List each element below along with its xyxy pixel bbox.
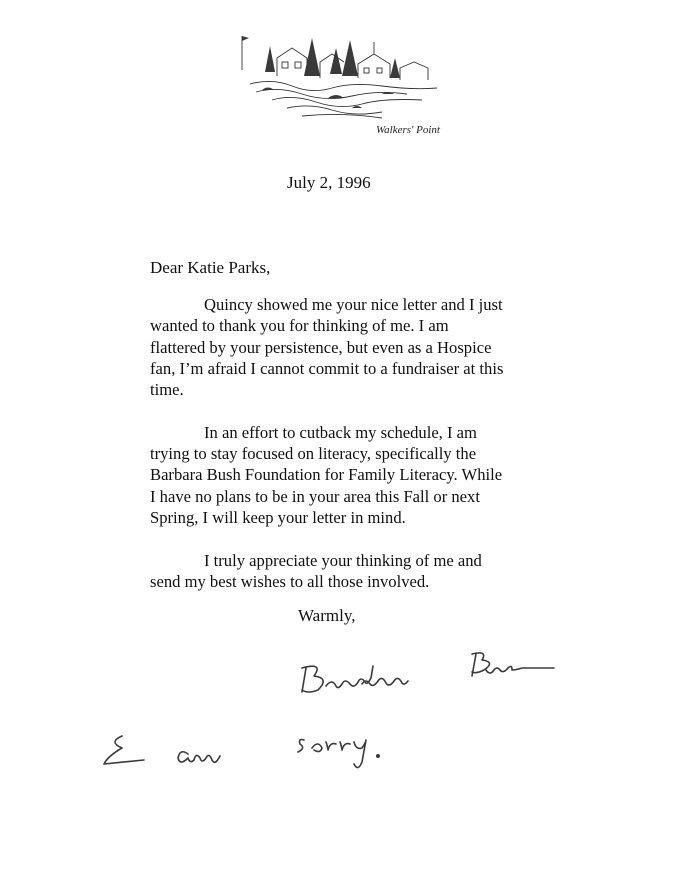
salutation: Dear Katie Parks, bbox=[150, 258, 271, 277]
letterhead-caption: Walkers' Point bbox=[376, 124, 440, 136]
handwritten-signature bbox=[290, 640, 570, 700]
letterhead bbox=[232, 28, 448, 146]
body-paragraph: In an effort to cutback my schedule, I am trying to stay focused on literacy, specifically the Barbara Bush Foundation for Family Literacy. While I have no plans to be in your area this Fall or next Spring, I will keep your letter in mind. bbox=[150, 422, 503, 527]
letter-date: July 2, 1996 bbox=[287, 173, 371, 192]
body-paragraph: Quincy showed me your nice letter and I just wanted to thank you for thinking of me. I am flattered by your persistence, but even as a Hospice fan, I’m afraid I cannot commit to a fundraiser at this time. bbox=[150, 295, 504, 400]
handwritten-postscript bbox=[98, 726, 398, 781]
postscript-icon bbox=[98, 726, 398, 781]
closing: Warmly, bbox=[298, 606, 356, 625]
body-paragraph: I truly appreciate your thinking of me and send my best wishes to all those involved. bbox=[150, 550, 482, 591]
signature-icon bbox=[290, 640, 570, 700]
house-on-point-sketch-icon bbox=[232, 28, 448, 123]
letter-body bbox=[150, 294, 505, 613]
